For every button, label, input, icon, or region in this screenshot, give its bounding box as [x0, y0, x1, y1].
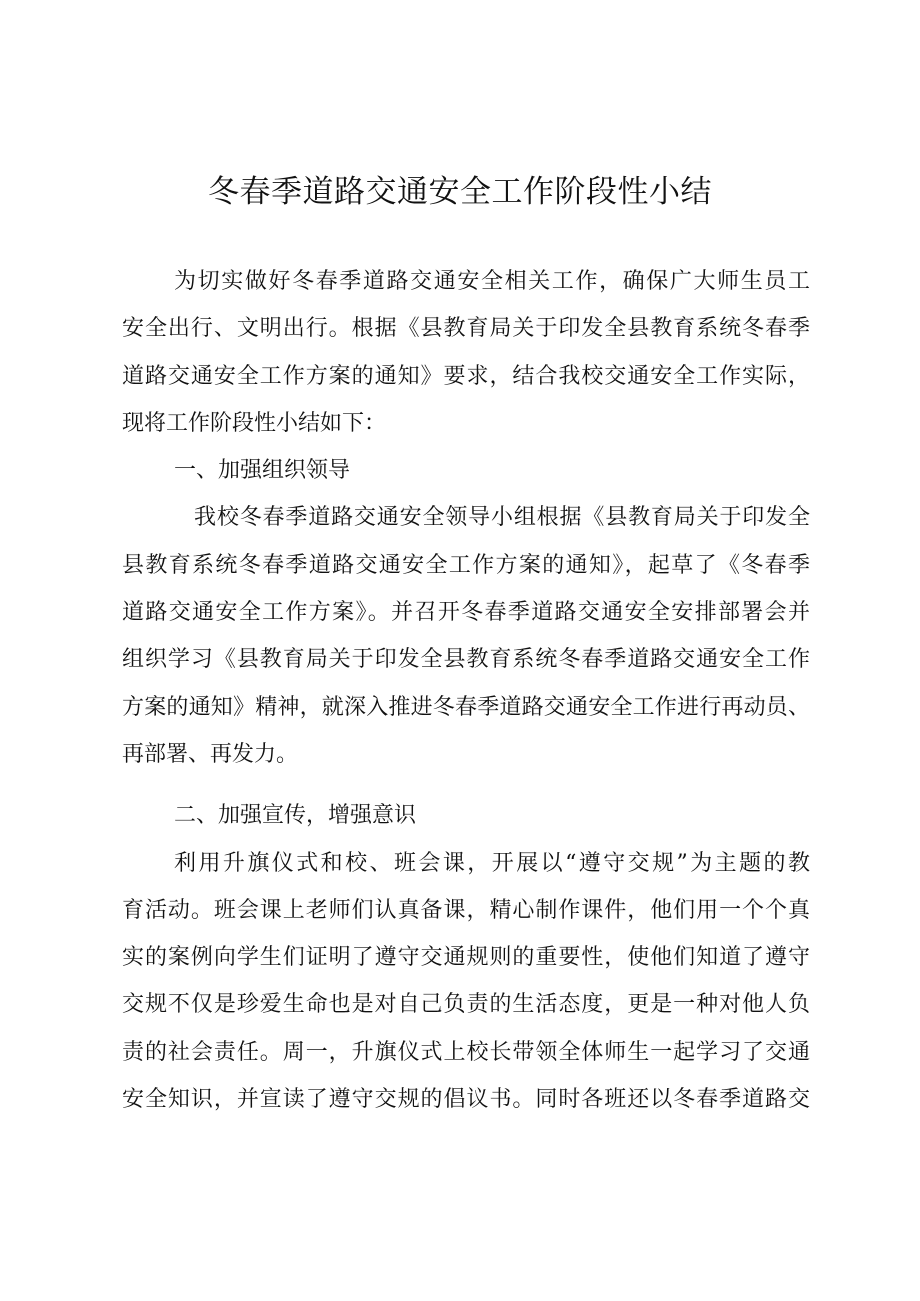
section2-heading: 二、加强宣传，增强意识: [174, 803, 417, 829]
section2-line: 育活动。班会课上老师们认真备课，精心制作课件，他们用一个个真: [122, 897, 810, 923]
section1-heading: 一、加强组织领导: [174, 458, 351, 484]
document-body: [122, 258, 810, 1123]
intro-line: 道路交通安全工作方案的通知》要求，结合我校交通安全工作实际，: [122, 363, 810, 389]
intro-line: 安全出行、文明出行。根据《县教育局关于印发全县教育系统冬春季: [122, 316, 810, 342]
section2-line: 实的案例向学生们证明了遵守交通规则的重要性，使他们知道了遵守: [122, 945, 810, 971]
section1-line: 方案的通知》精神，就深入推进冬春季道路交通安全工作进行再动员、: [122, 694, 810, 720]
section2-line: 安全知识，并宣读了遵守交规的倡议书。同时各班还以冬春季道路交: [122, 1087, 810, 1113]
section1-line: 组织学习《县教育局关于印发全县教育系统冬春季道路交通安全工作: [122, 647, 810, 673]
section2-line: 交规不仅是珍爱生命也是对自己负责的生活态度，更是一种对他人负: [122, 992, 810, 1018]
section1-line: 道路交通安全工作方案》。并召开冬春季道路交通安全安排部署会并: [122, 600, 810, 626]
section2-line: 利用升旗仪式和校、班会课，开展以“遵守交规”为主题的教: [174, 850, 810, 876]
section1-line: 县教育系统冬春季道路交通安全工作方案的通知》，起草了《冬春季: [122, 552, 810, 578]
section1-line: 再部署、再发力。: [122, 741, 299, 767]
section1-line: 我校冬春季道路交通安全领导小组根据《县教育局关于印发全: [194, 505, 810, 531]
intro-line: 现将工作阶段性小结如下：: [122, 410, 387, 436]
intro-line: 为切实做好冬春季道路交通安全相关工作，确保广大师生员工: [174, 269, 810, 294]
section2-line: 责的社会责任。周一，升旗仪式上校长带领全体师生一起学习了交通: [122, 1039, 810, 1065]
document-title: 冬春季道路交通安全工作阶段性小结: [208, 174, 712, 210]
